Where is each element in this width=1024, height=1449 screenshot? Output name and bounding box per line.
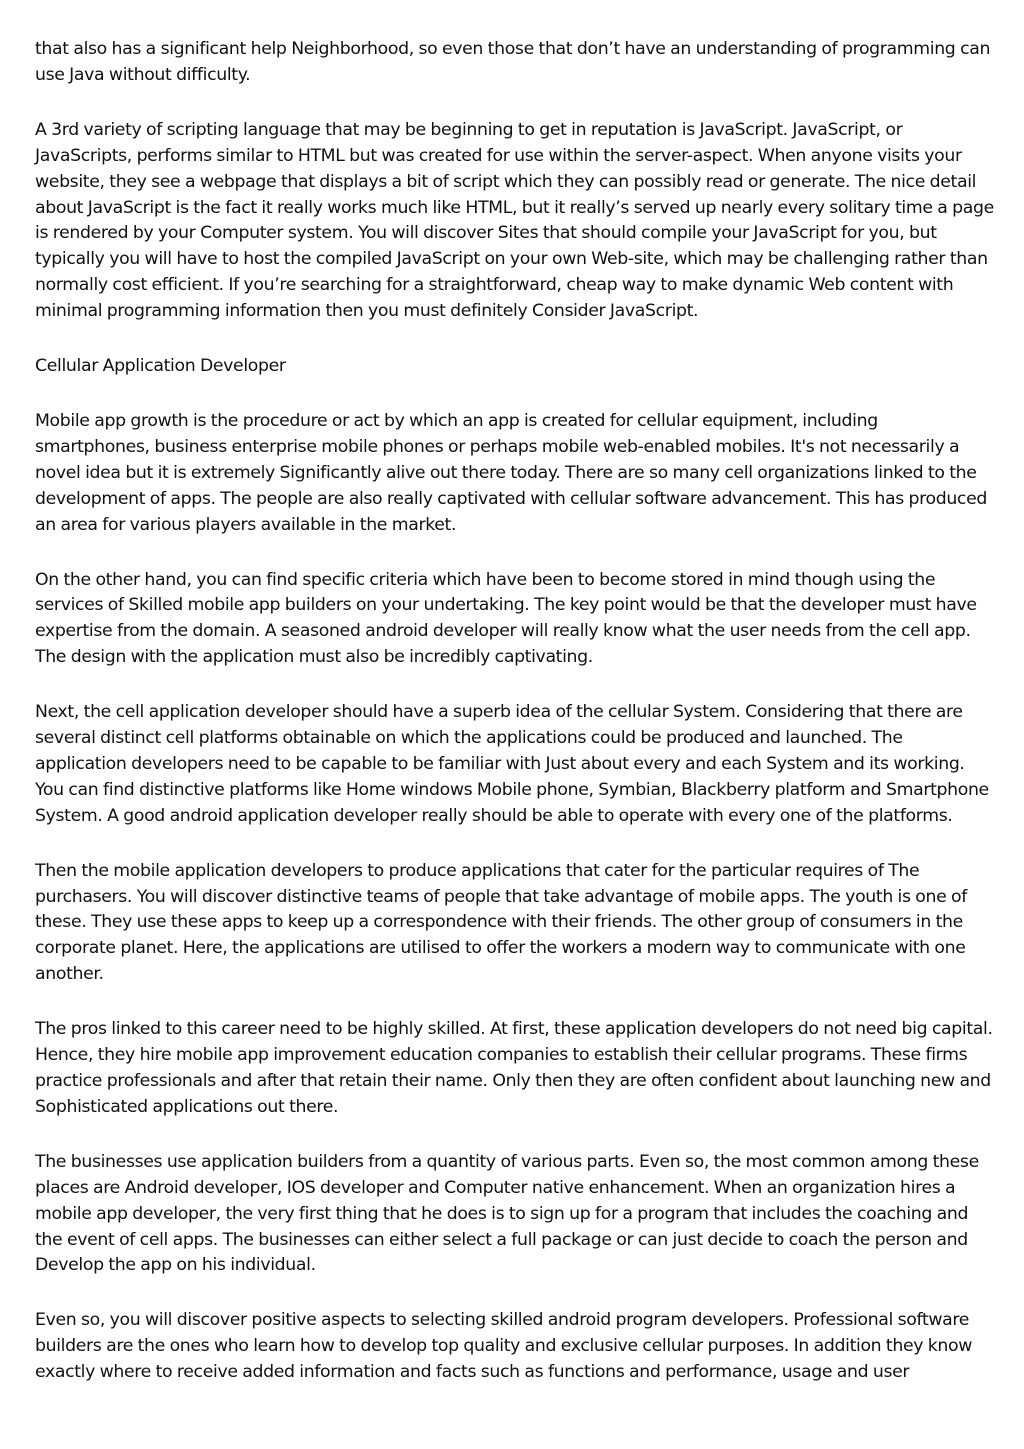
paragraph-positive-aspects: Even so, you will discover positive aspects to selecting skilled android program developers. Professional software builders are the ones who learn how to develop top quality and exclusive cellular purposes. In addition they know exactly where to receive added information and facts such as functions and performance, usage and user: [35, 1310, 973, 1383]
paragraph-java-community: that also has a significant help Neighborhood, so even those that don’t have an understanding of programming can use Java without difficulty.: [35, 39, 991, 85]
section-heading: Cellular Application Developer: [35, 356, 286, 377]
paragraph-cellular-system: Next, the cell application developer should have a superb idea of the cellular System. Considering that there are several distinct cell platforms obtainable on which the applications could be produced and launched. The application developers need to be capable to be familiar with Just about every and each System and its working. You can find distinctive platforms like Home windows Mobile phone, Symbian, Blackberry platform and Smartphone System. A good android application developer really should be able to operate with every one of the platforms.: [35, 702, 989, 826]
paragraph-criteria: On the other hand, you can find specific criteria which have been to become stored in mind though using the services of Skilled mobile app builders on your undertaking. The key point would be that the developer must have expertise from the domain. A seasoned android developer will really know what the user needs from the cell app. The design with the application must also be incredibly captivating.: [35, 569, 977, 668]
paragraph-customer-needs: Then the mobile application developers to produce applications that cater for the particular requires of The purchasers. You will discover distinctive teams of people that take advantage of mobile apps. The youth is one of these. They use these apps to keep up a correspondence with their friends. The other group of consumers in the corporate planet. Here, the applications are utilised to offer the workers a modern way to communicate with one another.: [35, 860, 968, 985]
paragraph-businesses: The businesses use application builders from a quantity of various parts. Even so, the most common among these places are Android developer, IOS developer and Computer native enhancement. When an organization hires a mobile app developer, the very first thing that he does is to sign up for a program that includes the coaching and the event of cell apps. The businesses can either select a full package or can just decide to coach the person and Develop the app on his individual.: [35, 1151, 979, 1276]
paragraph-career-pros: The pros linked to this career need to be highly skilled. At first, these application developers do not need big capital. Hence, they hire mobile app improvement education companies to establish their cellular programs. These firms practice professionals and after that retain their name. Only then they are often confident about launching new and Sophisticated applications out there.: [35, 1019, 993, 1117]
paragraph-mobile-app-growth: Mobile app growth is the procedure or act by which an app is created for cellular equipment, including smartphones, business enterprise mobile phones or perhaps mobile web-enabled mobiles. It's not necessarily a novel idea but it is extremely Significantly alive out there today. There are so many cell organizations linked to the development of apps. The people are also really captivated with cellular software advancement. This has produced an area for various players available in the market.: [35, 410, 987, 535]
document-body: [35, 37, 995, 1415]
paragraph-javascript: A 3rd variety of scripting language that may be beginning to get in reputation is JavaScript. JavaScript, or JavaScripts, performs similar to HTML but was created for use within the server-aspect. When anyone visits your website, they see a webpage that displays a bit of script which they can possibly read or generate. The nice detail about JavaScript is the fact it really works much like HTML, but it really’s served up nearly every solitary time a page is rendered by your Computer system. You will discover Sites that should compile your JavaScript for you, but typically you will have to host the compiled JavaScript on your own Web-site, which may be challenging rather than normally cost efficient. If you’re searching for a straightforward, cheap way to make dynamic Web content with minimal programming information then you must definitely Consider JavaScript.: [35, 119, 994, 322]
